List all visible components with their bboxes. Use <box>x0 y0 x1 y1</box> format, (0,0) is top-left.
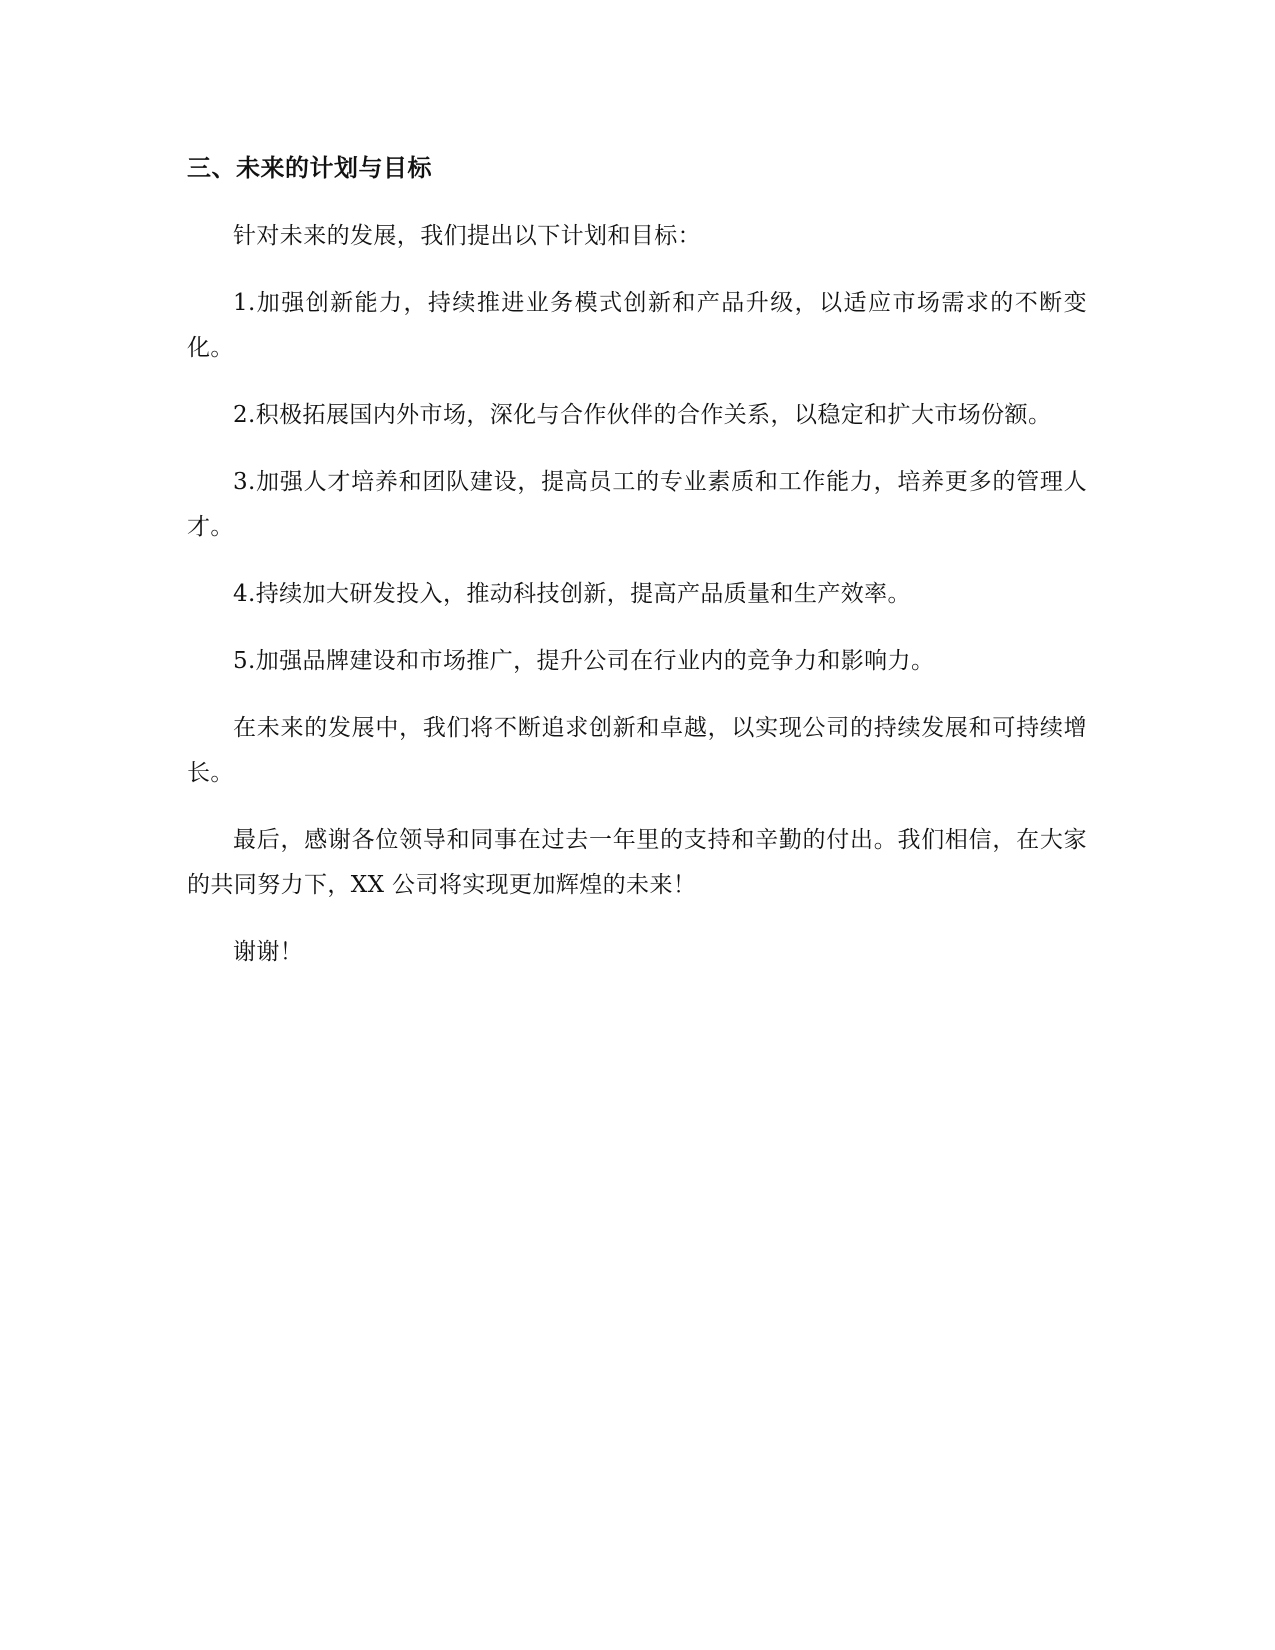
plan-item-3: 3.加强人才培养和团队建设，提高员工的专业素质和工作能力，培养更多的管理人才。 <box>187 469 1087 540</box>
document-body <box>187 148 1087 997</box>
closing-line: 谢谢！ <box>233 939 304 965</box>
section-heading: 三、未来的计划与目标 <box>187 154 432 182</box>
thanks-paragraph: 最后，感谢各位领导和同事在过去一年里的支持和辛勤的付出。我们相信，在大家的共同努力下，XX 公司将实现更加辉煌的未来！ <box>187 827 1087 898</box>
plan-item-4: 4.持续加大研发投入，推动科技创新，提高产品质量和生产效率。 <box>233 581 911 607</box>
intro-paragraph: 针对未来的发展，我们提出以下计划和目标： <box>233 223 701 249</box>
outlook-paragraph: 在未来的发展中，我们将不断追求创新和卓越，以实现公司的持续发展和可持续增长。 <box>187 715 1087 786</box>
plan-item-5: 5.加强品牌建设和市场推广，提升公司在行业内的竞争力和影响力。 <box>233 648 935 674</box>
plan-item-1: 1.加强创新能力，持续推进业务模式创新和产品升级，以适应市场需求的不断变化。 <box>187 290 1087 361</box>
plan-item-2: 2.积极拓展国内外市场，深化与合作伙伴的合作关系，以稳定和扩大市场份额。 <box>233 402 1052 428</box>
